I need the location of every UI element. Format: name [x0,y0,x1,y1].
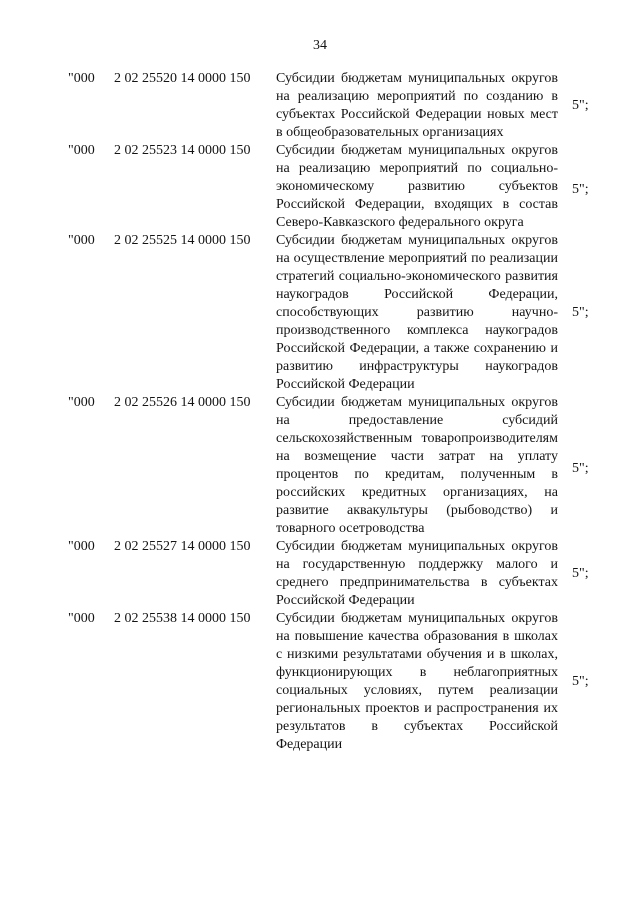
admin-code: "000 [68,395,95,410]
table-row [0,142,640,232]
admin-code: "000 [68,71,95,86]
table-row [0,538,640,610]
row-suffix: 5"; [572,566,589,581]
income-description: Субсидии бюджетам муниципальных округов на осуществление мероприятий по реализации стратегий социально-экономического развития наукоградов Российской Федерации, способствующих развитию научно-производственного комплекса наукоградов Российской Федерации, а также сохранению и развитию инфраструктуры наукоградов Российской Федерации [276,233,558,392]
classification-code: 2 02 25527 14 0000 150 [114,539,251,554]
classification-code: 2 02 25523 14 0000 150 [114,143,251,158]
classification-code: 2 02 25538 14 0000 150 [114,611,251,626]
row-suffix: 5"; [572,182,589,197]
income-description: Субсидии бюджетам муниципальных округов на предоставление субсидий сельскохозяйственным товаропроизводителям на возмещение части затрат на уплату процентов по кредитам, полученным в российских кредитных организациях, на развитие аквакультуры (рыбоводство) и товарного осетроводства [276,395,558,536]
income-description: Субсидии бюджетам муниципальных округов на реализацию мероприятий по социально-экономическому развитию субъектов Российской Федерации, входящих в состав Северо-Кавказского федерального округа [276,143,558,230]
budget-classification-table [0,70,640,754]
table-row [0,610,640,754]
admin-code: "000 [68,611,95,626]
income-description: Субсидии бюджетам муниципальных округов на государственную поддержку малого и среднего предпринимательства в субъектах Российской Федерации [276,539,558,608]
row-suffix: 5"; [572,305,589,320]
classification-code: 2 02 25525 14 0000 150 [114,233,251,248]
classification-code: 2 02 25520 14 0000 150 [114,71,251,86]
income-description: Субсидии бюджетам муниципальных округов на повышение качества образования в школах с низкими результатами обучения и в школах, функционирующих в неблагоприятных социальных условиях, путем реализации региональных проектов и распространения их результатов в субъектах Российской Федерации [276,611,558,752]
admin-code: "000 [68,539,95,554]
admin-code: "000 [68,143,95,158]
table-row [0,70,640,142]
row-suffix: 5"; [572,674,589,689]
page-number: 34 [313,38,327,53]
income-description: Субсидии бюджетам муниципальных округов на реализацию мероприятий по созданию в субъектах Российской Федерации новых мест в общеобразовательных организациях [276,71,558,140]
classification-code: 2 02 25526 14 0000 150 [114,395,251,410]
row-suffix: 5"; [572,461,589,476]
table-row [0,394,640,538]
table-row [0,232,640,394]
admin-code: "000 [68,233,95,248]
row-suffix: 5"; [572,98,589,113]
